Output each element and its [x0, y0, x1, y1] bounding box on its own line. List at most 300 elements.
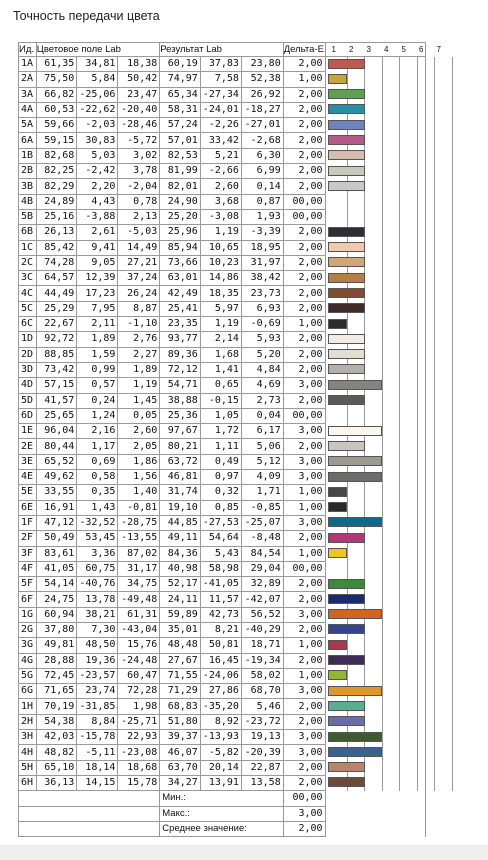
- delta-e-bar-cell: [325, 531, 425, 546]
- target-lab-a: 48,50: [77, 638, 118, 653]
- result-lab-a: 2,14: [200, 332, 241, 347]
- delta-e-value: 2,00: [283, 622, 325, 637]
- delta-e-bar-cell: [325, 668, 425, 683]
- delta-e-value: 2,00: [283, 699, 325, 714]
- row-id: 5F: [19, 577, 37, 592]
- delta-e-bar: [328, 762, 365, 772]
- target-lab-b: -20,40: [118, 102, 160, 117]
- result-lab-l: 63,01: [160, 271, 201, 286]
- delta-e-bar-cell: [325, 745, 425, 760]
- summary-bar-empty: [325, 791, 425, 806]
- result-lab-b: 29,04: [241, 561, 283, 576]
- delta-e-bar-cell: [325, 179, 425, 194]
- row-id: 2E: [19, 439, 37, 454]
- result-lab-a: 3,68: [200, 194, 241, 209]
- target-lab-b: 14,49: [118, 240, 160, 255]
- delta-e-value: 2,00: [283, 301, 325, 316]
- target-lab-b: 1,98: [118, 699, 160, 714]
- target-lab-a: -3,88: [77, 209, 118, 224]
- result-lab-l: 25,96: [160, 225, 201, 240]
- delta-e-bar-cell: [325, 577, 425, 592]
- result-lab-b: 0,14: [241, 179, 283, 194]
- target-lab-b: 23,47: [118, 87, 160, 102]
- result-lab-b: 5,12: [241, 454, 283, 469]
- delta-e-bar-cell: [325, 760, 425, 775]
- delta-e-bar-cell: [325, 317, 425, 332]
- delta-e-bar: [328, 426, 383, 436]
- delta-e-bar: [328, 686, 383, 696]
- row-id: 1F: [19, 515, 37, 530]
- delta-e-value: 1,00: [283, 668, 325, 683]
- result-lab-b: -20,39: [241, 745, 283, 760]
- col-result-header: Результат Lab: [160, 43, 283, 57]
- row-id: 2A: [19, 72, 37, 87]
- table-row: [19, 653, 488, 668]
- summary-bar-empty: [325, 821, 425, 836]
- report-title: Точность передачи цвета: [13, 9, 160, 23]
- target-lab-b: 15,78: [118, 775, 160, 790]
- row-id: 1H: [19, 699, 37, 714]
- target-lab-a: 13,78: [77, 592, 118, 607]
- delta-e-value: 1,00: [283, 485, 325, 500]
- target-lab-l: 59,15: [36, 133, 77, 148]
- target-lab-l: 83,61: [36, 546, 77, 561]
- bar-scale-header: [325, 43, 441, 57]
- table-row: [19, 133, 488, 148]
- result-lab-b: 58,02: [241, 668, 283, 683]
- target-lab-l: 49,81: [36, 638, 77, 653]
- target-lab-b: 8,87: [118, 301, 160, 316]
- result-lab-a: 8,92: [200, 714, 241, 729]
- target-lab-l: 64,57: [36, 271, 77, 286]
- target-lab-b: 50,42: [118, 72, 160, 87]
- row-id: 6F: [19, 592, 37, 607]
- table-row: [19, 760, 488, 775]
- scale-tick-1: 1: [331, 44, 336, 54]
- target-lab-l: 47,12: [36, 515, 77, 530]
- result-lab-b: 1,93: [241, 209, 283, 224]
- table-row: [19, 546, 488, 561]
- result-lab-a: -35,20: [200, 699, 241, 714]
- result-lab-b: -40,29: [241, 622, 283, 637]
- delta-e-bar: [328, 135, 365, 145]
- target-lab-l: 66,82: [36, 87, 77, 102]
- result-lab-l: 63,70: [160, 760, 201, 775]
- target-lab-l: 25,65: [36, 408, 77, 423]
- delta-e-value: 1,00: [283, 546, 325, 561]
- result-lab-b: -18,27: [241, 102, 283, 117]
- delta-e-bar: [328, 74, 348, 84]
- result-lab-l: 84,36: [160, 546, 201, 561]
- delta-e-bar: [328, 303, 365, 313]
- target-lab-a: 0,57: [77, 378, 118, 393]
- delta-e-bar: [328, 395, 365, 405]
- delta-e-bar-cell: [325, 362, 425, 377]
- result-lab-b: 4,84: [241, 362, 283, 377]
- delta-e-bar-cell: [325, 393, 425, 408]
- target-lab-l: 70,19: [36, 699, 77, 714]
- target-lab-l: 60,53: [36, 102, 77, 117]
- delta-e-bar-cell: [325, 286, 425, 301]
- delta-e-value: 2,00: [283, 592, 325, 607]
- result-lab-b: 56,52: [241, 607, 283, 622]
- bar-scale-ruler: [326, 44, 441, 56]
- target-lab-l: 65,10: [36, 760, 77, 775]
- delta-e-bar-cell: [325, 638, 425, 653]
- delta-e-bar: [328, 181, 365, 191]
- result-lab-b: -0,85: [241, 500, 283, 515]
- target-lab-b: 22,93: [118, 730, 160, 745]
- scale-tick-5: 5: [401, 44, 406, 54]
- result-lab-b: -25,07: [241, 515, 283, 530]
- target-lab-b: 2,27: [118, 347, 160, 362]
- result-lab-a: -27,53: [200, 515, 241, 530]
- row-id: 4B: [19, 194, 37, 209]
- result-lab-b: 31,97: [241, 255, 283, 270]
- delta-e-bar: [328, 579, 365, 589]
- delta-e-bar-cell: [325, 347, 425, 362]
- delta-e-bar-cell: [325, 684, 425, 699]
- table-row: [19, 347, 488, 362]
- row-id: 1B: [19, 148, 37, 163]
- target-lab-l: 74,28: [36, 255, 77, 270]
- delta-e-bar-cell: [325, 194, 425, 209]
- row-id: 4G: [19, 653, 37, 668]
- result-lab-b: 1,71: [241, 485, 283, 500]
- target-lab-l: 28,88: [36, 653, 77, 668]
- target-lab-l: 36,13: [36, 775, 77, 790]
- target-lab-a: 1,17: [77, 439, 118, 454]
- result-lab-l: 25,20: [160, 209, 201, 224]
- target-lab-b: 87,02: [118, 546, 160, 561]
- delta-e-bar: [328, 472, 383, 482]
- target-lab-b: 72,28: [118, 684, 160, 699]
- result-lab-b: 5,06: [241, 439, 283, 454]
- target-lab-a: 0,35: [77, 485, 118, 500]
- summary-avg: [19, 821, 488, 836]
- target-lab-a: 2,11: [77, 317, 118, 332]
- result-lab-a: -2,66: [200, 164, 241, 179]
- table-row: [19, 485, 488, 500]
- col-target-header: Цветовое поле Lab: [36, 43, 159, 57]
- target-lab-a: -40,76: [77, 577, 118, 592]
- delta-e-bar: [328, 242, 365, 252]
- delta-e-bar-cell: [325, 209, 425, 224]
- row-id: 2H: [19, 714, 37, 729]
- target-lab-a: 7,95: [77, 301, 118, 316]
- target-lab-b: 18,68: [118, 760, 160, 775]
- delta-e-value: 00,00: [283, 561, 325, 576]
- target-lab-a: 5,03: [77, 148, 118, 163]
- delta-e-bar-cell: [325, 622, 425, 637]
- result-lab-l: 80,21: [160, 439, 201, 454]
- delta-e-bar-cell: [325, 301, 425, 316]
- target-lab-a: -25,06: [77, 87, 118, 102]
- table-row: [19, 714, 488, 729]
- result-lab-a: -24,01: [200, 102, 241, 117]
- summary-min-label: Мин.:: [160, 791, 283, 806]
- delta-e-bar-cell: [325, 118, 425, 133]
- row-id: 5B: [19, 209, 37, 224]
- result-lab-b: 52,38: [241, 72, 283, 87]
- target-lab-a: -22,62: [77, 102, 118, 117]
- target-lab-b: 2,05: [118, 439, 160, 454]
- delta-e-value: 3,00: [283, 515, 325, 530]
- delta-e-bar: [328, 747, 383, 757]
- result-lab-b: 4,69: [241, 378, 283, 393]
- table-row: [19, 439, 488, 454]
- delta-e-value: 2,00: [283, 118, 325, 133]
- target-lab-a: 30,83: [77, 133, 118, 148]
- row-id: 4C: [19, 286, 37, 301]
- result-lab-l: 89,36: [160, 347, 201, 362]
- target-lab-b: -0,81: [118, 500, 160, 515]
- target-lab-b: -28,75: [118, 515, 160, 530]
- delta-e-bar: [328, 334, 365, 344]
- table-row: [19, 531, 488, 546]
- target-lab-b: 2,76: [118, 332, 160, 347]
- delta-e-bar-cell: [325, 164, 425, 179]
- target-lab-a: -2,03: [77, 118, 118, 133]
- result-lab-l: 60,19: [160, 57, 201, 72]
- summary-avg-value: 2,00: [283, 821, 325, 836]
- target-lab-l: 25,16: [36, 209, 77, 224]
- delta-e-value: 2,00: [283, 332, 325, 347]
- result-lab-b: -27,01: [241, 118, 283, 133]
- target-lab-l: 75,50: [36, 72, 77, 87]
- delta-e-value: 3,00: [283, 745, 325, 760]
- target-lab-b: 1,40: [118, 485, 160, 500]
- delta-e-value: 2,00: [283, 393, 325, 408]
- target-lab-b: 15,76: [118, 638, 160, 653]
- delta-e-bar: [328, 380, 383, 390]
- target-lab-b: -23,08: [118, 745, 160, 760]
- row-id: 6C: [19, 317, 37, 332]
- delta-e-value: 2,00: [283, 286, 325, 301]
- delta-e-bar-cell: [325, 515, 425, 530]
- result-lab-b: -42,07: [241, 592, 283, 607]
- result-lab-b: 0,87: [241, 194, 283, 209]
- result-lab-b: 13,58: [241, 775, 283, 790]
- col-delta-header: Дельта-E: [283, 43, 324, 55]
- scale-tick-6: 6: [419, 44, 424, 54]
- result-lab-l: 57,01: [160, 133, 201, 148]
- delta-e-bar: [328, 487, 348, 497]
- row-id: 3H: [19, 730, 37, 745]
- target-lab-l: 82,68: [36, 148, 77, 163]
- table-row: [19, 317, 488, 332]
- result-lab-a: 0,32: [200, 485, 241, 500]
- delta-e-bar-cell: [325, 714, 425, 729]
- target-lab-b: 31,17: [118, 561, 160, 576]
- target-lab-a: 2,16: [77, 424, 118, 439]
- result-lab-a: 20,14: [200, 760, 241, 775]
- delta-e-bar: [328, 257, 365, 267]
- delta-e-bar-cell: [325, 255, 425, 270]
- summary-min: [19, 791, 488, 806]
- result-lab-l: 59,89: [160, 607, 201, 622]
- table-row: [19, 271, 488, 286]
- summary-max-label: Макс.:: [160, 806, 283, 821]
- scale-tick-2: 2: [349, 44, 354, 54]
- result-lab-a: -5,82: [200, 745, 241, 760]
- table-row: [19, 745, 488, 760]
- delta-e-bar-cell: [325, 653, 425, 668]
- row-id: 1C: [19, 240, 37, 255]
- result-lab-a: 0,97: [200, 470, 241, 485]
- result-lab-l: 68,83: [160, 699, 201, 714]
- target-lab-l: 33,55: [36, 485, 77, 500]
- target-lab-b: 18,38: [118, 57, 160, 72]
- result-lab-l: 74,97: [160, 72, 201, 87]
- delta-e-bar-cell: [325, 102, 425, 117]
- table-row: [19, 209, 488, 224]
- target-lab-a: 4,43: [77, 194, 118, 209]
- result-lab-l: 58,31: [160, 102, 201, 117]
- delta-e-bar-cell: [325, 378, 425, 393]
- delta-e-bar: [328, 441, 365, 451]
- result-lab-l: 46,07: [160, 745, 201, 760]
- result-lab-l: 52,17: [160, 577, 201, 592]
- result-lab-l: 93,77: [160, 332, 201, 347]
- target-lab-l: 16,91: [36, 500, 77, 515]
- target-lab-a: -23,57: [77, 668, 118, 683]
- delta-e-bar-cell: [325, 470, 425, 485]
- target-lab-l: 61,35: [36, 57, 77, 72]
- row-id: 3E: [19, 454, 37, 469]
- delta-e-value: 2,00: [283, 271, 325, 286]
- delta-e-bar: [328, 319, 348, 329]
- delta-e-value: 00,00: [283, 209, 325, 224]
- table-row: [19, 179, 488, 194]
- result-lab-a: 33,42: [200, 133, 241, 148]
- target-lab-a: 1,59: [77, 347, 118, 362]
- delta-e-value: 2,00: [283, 775, 325, 790]
- table-row: [19, 638, 488, 653]
- result-lab-a: 50,81: [200, 638, 241, 653]
- result-lab-l: 44,85: [160, 515, 201, 530]
- delta-e-bar: [328, 227, 365, 237]
- target-lab-b: 2,60: [118, 424, 160, 439]
- delta-e-value: 2,00: [283, 225, 325, 240]
- result-lab-a: 1,41: [200, 362, 241, 377]
- table-row: [19, 699, 488, 714]
- result-lab-b: 0,04: [241, 408, 283, 423]
- target-lab-l: 37,80: [36, 622, 77, 637]
- delta-e-value: 3,00: [283, 684, 325, 699]
- result-lab-l: 24,11: [160, 592, 201, 607]
- target-lab-b: -25,71: [118, 714, 160, 729]
- delta-e-bar: [328, 548, 348, 558]
- target-lab-l: 50,49: [36, 531, 77, 546]
- table-row: [19, 515, 488, 530]
- result-lab-b: 2,73: [241, 393, 283, 408]
- delta-e-bar-cell: [325, 271, 425, 286]
- target-lab-l: 41,57: [36, 393, 77, 408]
- target-lab-a: -2,42: [77, 164, 118, 179]
- target-lab-a: 3,36: [77, 546, 118, 561]
- target-lab-b: -5,03: [118, 225, 160, 240]
- row-id: 3D: [19, 362, 37, 377]
- result-lab-a: 5,43: [200, 546, 241, 561]
- row-id: 6D: [19, 408, 37, 423]
- table-body: [19, 57, 488, 837]
- delta-e-bar-cell: [325, 148, 425, 163]
- scale-tick-7: 7: [436, 44, 441, 54]
- result-lab-a: 1,68: [200, 347, 241, 362]
- result-lab-b: 18,95: [241, 240, 283, 255]
- result-lab-l: 23,35: [160, 317, 201, 332]
- row-id: 5C: [19, 301, 37, 316]
- color-accuracy-table: [18, 42, 488, 837]
- result-lab-l: 39,37: [160, 730, 201, 745]
- result-lab-a: -41,05: [200, 577, 241, 592]
- delta-e-bar-cell: [325, 225, 425, 240]
- target-lab-a: -31,85: [77, 699, 118, 714]
- delta-e-bar: [328, 364, 365, 374]
- row-id: 2B: [19, 164, 37, 179]
- table-row: [19, 72, 488, 87]
- delta-e-bar: [328, 120, 365, 130]
- target-lab-a: 2,20: [77, 179, 118, 194]
- delta-e-bar-cell: [325, 424, 425, 439]
- row-id: 1D: [19, 332, 37, 347]
- row-id: 6E: [19, 500, 37, 515]
- table-row: [19, 286, 488, 301]
- delta-e-value: 2,00: [283, 87, 325, 102]
- delta-e-bar-cell: [325, 546, 425, 561]
- target-lab-a: -15,78: [77, 730, 118, 745]
- result-lab-b: 5,20: [241, 347, 283, 362]
- target-lab-b: 2,13: [118, 209, 160, 224]
- target-lab-a: 0,58: [77, 470, 118, 485]
- delta-e-bar-cell: [325, 561, 425, 576]
- target-lab-a: 1,89: [77, 332, 118, 347]
- result-lab-a: -0,15: [200, 393, 241, 408]
- result-lab-l: 72,12: [160, 362, 201, 377]
- table-row: [19, 730, 488, 745]
- result-lab-a: 8,21: [200, 622, 241, 637]
- result-lab-l: 24,90: [160, 194, 201, 209]
- row-id: 3F: [19, 546, 37, 561]
- result-lab-l: 34,27: [160, 775, 201, 790]
- target-lab-b: 3,78: [118, 164, 160, 179]
- delta-e-value: 00,00: [283, 194, 325, 209]
- summary-empty: [19, 806, 160, 821]
- delta-e-value: 2,00: [283, 240, 325, 255]
- delta-e-bar-cell: [325, 439, 425, 454]
- result-lab-a: 14,86: [200, 271, 241, 286]
- table-row: [19, 454, 488, 469]
- result-lab-l: 31,74: [160, 485, 201, 500]
- target-lab-l: 96,04: [36, 424, 77, 439]
- target-lab-l: 48,82: [36, 745, 77, 760]
- delta-e-bar: [328, 517, 383, 527]
- result-lab-b: -3,39: [241, 225, 283, 240]
- row-id: 3C: [19, 271, 37, 286]
- table-row: [19, 470, 488, 485]
- row-id: 2C: [19, 255, 37, 270]
- result-lab-a: 18,35: [200, 286, 241, 301]
- result-lab-l: 40,98: [160, 561, 201, 576]
- row-id: 3G: [19, 638, 37, 653]
- target-lab-b: -43,04: [118, 622, 160, 637]
- result-lab-b: -19,34: [241, 653, 283, 668]
- result-lab-l: 97,67: [160, 424, 201, 439]
- table-row: [19, 225, 488, 240]
- delta-e-bar: [328, 609, 383, 619]
- table-row: [19, 87, 488, 102]
